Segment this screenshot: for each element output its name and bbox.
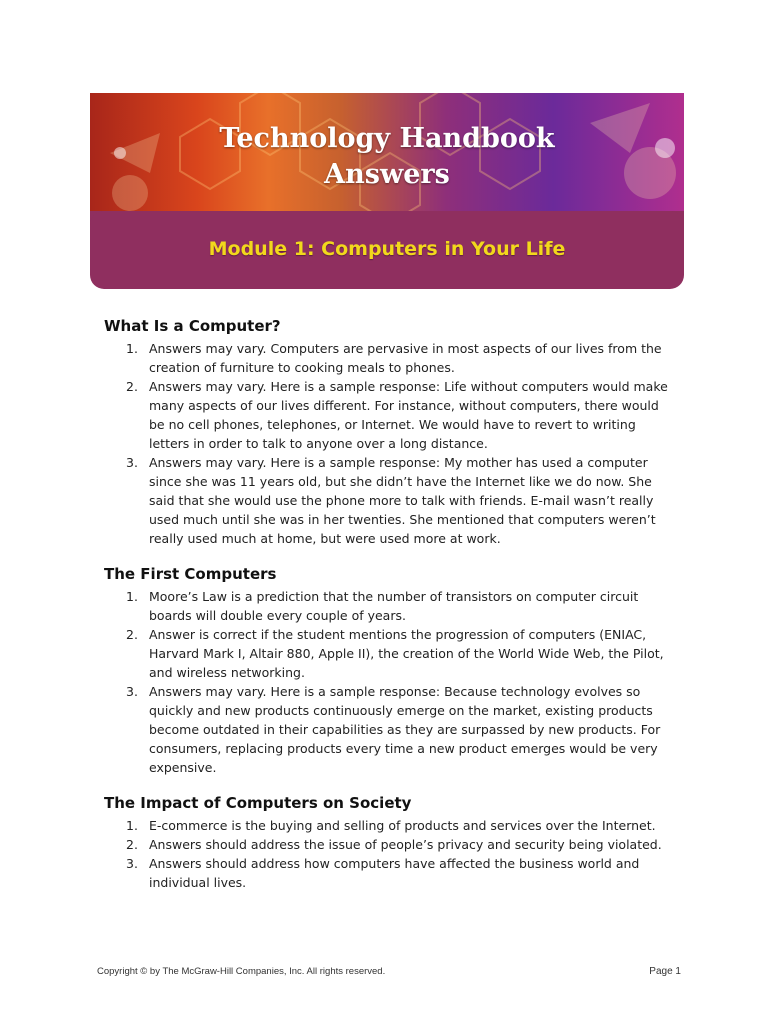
item-text: E-commerce is the buying and selling of products and services over the Internet. bbox=[149, 818, 656, 833]
item-text: Moore’s Law is a prediction that the number of transistors on computer circuit boards will double every couple of years. bbox=[149, 589, 639, 623]
list-item bbox=[104, 377, 676, 453]
section-heading: The First Computers bbox=[104, 565, 277, 583]
list-item bbox=[104, 816, 676, 835]
item-text: Answers may vary. Here is a sample response: My mother has used a computer since she was 11 years old, but she didn’t have the Internet like we do now. She said that she would use the phone more to talk with friends. E-mail wasn’t really used much until she was in her twenties. She mentioned that computers weren’t really used much at home, but were used more at work. bbox=[149, 455, 656, 546]
handbook-title-line2: Answers bbox=[324, 159, 450, 190]
item-text: Answers may vary. Here is a sample response: Life without computers would make many aspects of our lives different. For instance, without computers, there would be no cell phones, telephones, or Internet. We would have to revert to writing letters in order to talk to anyone over a long distance. bbox=[149, 379, 668, 451]
handbook-title-line1: Technology Handbook bbox=[219, 123, 555, 154]
answers-content bbox=[104, 316, 676, 908]
list-item bbox=[104, 625, 676, 682]
answer-list bbox=[104, 587, 676, 777]
header-banner bbox=[90, 93, 684, 213]
item-number: 2. bbox=[126, 379, 138, 394]
answer-list bbox=[104, 816, 676, 892]
item-number: 3. bbox=[126, 455, 138, 470]
list-item bbox=[104, 682, 676, 777]
section-what-is-a-computer bbox=[104, 316, 676, 548]
item-text: Answers should address how computers have affected the business world and individual lives. bbox=[149, 856, 640, 890]
item-number: 3. bbox=[126, 856, 138, 871]
item-number: 2. bbox=[126, 627, 138, 642]
item-text: Answer is correct if the student mentions the progression of computers (ENIAC, Harvard Mark I, Altair 880, Apple II), the creation of the World Wide Web, the Pilot, and wireless networking. bbox=[149, 627, 664, 680]
module-band bbox=[90, 211, 684, 289]
list-item bbox=[104, 835, 676, 854]
section-heading: What Is a Computer? bbox=[104, 317, 281, 335]
section-heading: The Impact of Computers on Society bbox=[104, 794, 412, 812]
page-number: Page 1 bbox=[649, 966, 681, 977]
module-title: Module 1: Computers in Your Life bbox=[208, 238, 566, 260]
item-number: 3. bbox=[126, 684, 138, 699]
item-number: 1. bbox=[126, 589, 138, 604]
list-item bbox=[104, 339, 676, 377]
handbook-title bbox=[90, 121, 684, 193]
section-first-computers bbox=[104, 564, 676, 777]
item-number: 1. bbox=[126, 341, 138, 356]
item-number: 1. bbox=[126, 818, 138, 833]
item-text: Answers may vary. Here is a sample response: Because technology evolves so quickly and new products continuously emerge on the market, existing products become outdated in their capabilities as they are surpassed by new products. For consumers, replacing products every time a new product emerges would be very expensive. bbox=[149, 684, 661, 775]
item-text: Answers should address the issue of people’s privacy and security being violated. bbox=[149, 837, 662, 852]
item-number: 2. bbox=[126, 837, 138, 852]
list-item bbox=[104, 587, 676, 625]
answer-list bbox=[104, 339, 676, 548]
copyright-notice: Copyright © by The McGraw-Hill Companies, Inc. All rights reserved. bbox=[97, 966, 386, 977]
list-item bbox=[104, 453, 676, 548]
item-text: Answers may vary. Computers are pervasive in most aspects of our lives from the creation of furniture to cooking meals to phones. bbox=[149, 341, 662, 375]
list-item bbox=[104, 854, 676, 892]
section-impact-on-society bbox=[104, 793, 676, 892]
